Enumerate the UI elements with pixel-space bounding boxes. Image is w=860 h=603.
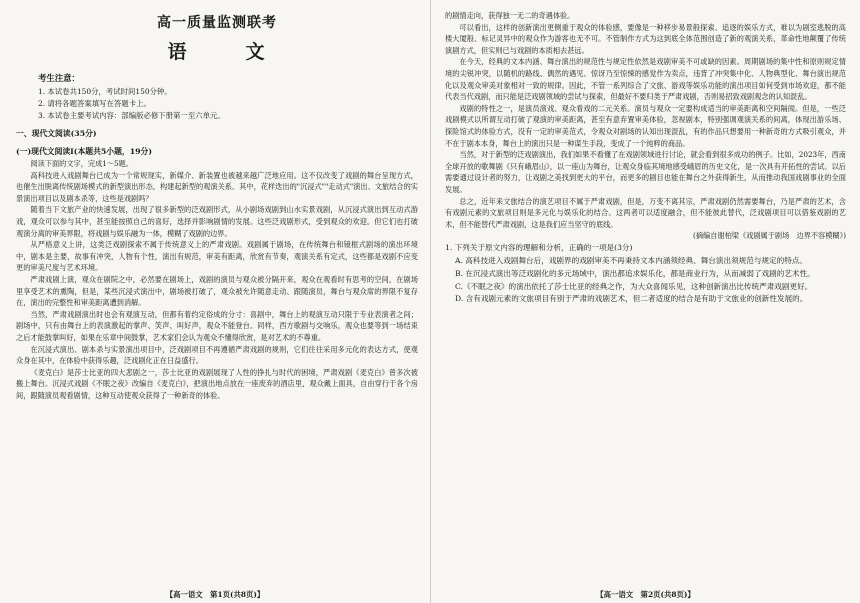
paragraph: 可以看出，这样的创新演出更侧重于观众的体验感，要像是一种移步易景般探索、追逐的娱乐方式，难以为剧室逃脱的高楼大厦般、标记灵异中的观众作为游客也无不可。不管制作方式为这到底全体范围创造了新的观演关系，革命性地颠覆了传统演剧方式，但实则已与戏剧的本质相去甚远。 [445,22,846,55]
paragraph: 的剧情走向，获得独一无二的奇遇体验。 [445,11,575,20]
note-item: 3. 本试卷主要考试内容：部编版必修下册第一至六单元。 [38,111,225,120]
notes-heading: 考生注意： [38,73,80,83]
instruction: 阅读下面的文字，完成1～5题。 [30,159,133,168]
question-stem: 1. 下列关于原文内容的理解和分析，正确的一项是(3分) [445,243,633,253]
section-heading: 一、现代文阅读(35分) [16,129,97,138]
page-footer: 【高一语文 第2页(共8页)】 [596,590,695,599]
paragraph: 戏剧的特性之一，是演员演戏、观众看戏的二元关系。演员与观众一定要构成适当的审美距离和空间隔阂。但是，一些泛戏剧模式以所谓互动打破了观演的审美距离，甚至有意弃置审美体验，忽视剧本，特别强调观演关系的间离，体现出游乐场、探险馆式的体验方式，没有一定的审美范式，令观众对剧场的认知出现混乱，有的作品只想要用一种新奇的方式吸引观众，并不在于剧本本身，舞台上的演出只是一种谋生手段，变成了一个纯粹的商品。 [445,103,846,148]
paragraph: 在今天，经典的文本内涵、舞台演出的规范性与规定性依然是戏剧审美不可或缺的因素。周期剧场的集中性和原则规定情境的尖锐冲突，以随机的路线、偶然的遇见、惊讶乃至惊悚的感觉作为卖点，违背了冲突集中化、人物典型化、舞台演出规范化以及观众审美对象相对一致的规律。因此，不管一系列综合了文旅、游戏等娱乐功能的演出项目如何受到市场欢迎，都不能代表当代戏剧，而只能是泛戏剧领域的尝试与探索，但最好不要归类于严肃戏剧，否则易招致戏剧观念的认知混乱。 [445,57,846,102]
option-d: D. 含有戏剧元素的文旅项目有别于严肃的戏剧艺术，但二者适度的结合是有助于文旅业的创新性发展的。 [455,294,808,304]
paragraph: 严肃戏剧上演，观众在剧院之中，必然要在剧场上，戏剧的演员与观众被分隔开来，观众在观看时有思考的空间，在剧场里享受艺术的熏陶，但是，某些沉浸式演出中，剧场被打破了，观众被允许随意走动、跟随演员，舞台与观众席的界限不复存在，演出的完整性和审美距离遭到消解。 [16,274,418,308]
subject-title: 语 文 [167,41,285,63]
reading-passage [16,158,418,401]
paragraph: 总之，近年来文旅结合的演艺项目不属于严肃戏剧，但是，万变不离其宗，严肃戏剧仍然需要舞台，乃是严肃的艺术，含有戏剧元素的文旅项目则是多元化与娱乐化的结合。这两者可以适度融合，但不能彼此替代，泛戏剧项目可以借鉴戏剧的艺术，但不能替代严肃戏剧，这是我们应当坚守的底线。 [445,196,846,229]
source-attribution: (摘编自谢柏梁《戏剧属于剧场 边界不容模糊》) [693,231,846,241]
note-item: 1. 本试卷共150分，考试时间150分钟。 [38,87,172,96]
option-b: B. 在沉浸式演出等泛戏剧化的多元场域中，演出都追求娱乐化，都是商业行为，从而减弱了戏剧的艺术性。 [455,268,815,278]
paragraph: 随着当下文旅产业的快速发展，出现了很多新型的泛戏剧形式，从小剧场戏剧到山水实景戏剧，从沉浸式演出到互动式游戏，观众可以参与其中，甚至能按照自己的喜好，选择并影响剧情的发展。这些泛戏剧形式，受到观众的欢迎。但它们也打破观演分离的审美界限，将戏剧与娱乐融为一体，模糊了戏剧的边界。 [16,205,418,238]
page-footer: 【高一语文 第1页(共8页)】 [165,590,265,599]
exam-notes [38,72,418,122]
note-item: 2. 请将各题答案填写在答题卡上。 [38,99,151,108]
paragraph: 从严格意义上讲，这类泛戏剧探索不属于传统意义上的严肃戏剧。戏剧属于剧场，在传统舞台和镜框式剧场的演出环境中，剧本是主要，故事有冲突，人物有个性，演出有规范，审美有距离，欣赏有节奏，观演关系有定式，这些都是戏剧不应变更的审美尺度与艺术环境。 [16,240,418,273]
page-2 [430,0,860,603]
paragraph: 当然，严肃戏剧演出时也会有观演互动，但都有着约定俗成的分寸：喜剧中，舞台上的观演互动只限于专业表演者之间；剧场中，只有由舞台上的表演激起的掌声、笑声、叫好声，观众不能登台。同样，西方歌剧与交响乐，观众也要等到一场结束之后才能鼓掌叫好，如果在乐章中间鼓掌，艺术家们会认为观众不懂得欣赏，是对艺术的不尊重。 [16,309,418,342]
exam-title: 高一质量监测联考 [157,15,277,31]
paragraph: 《麦克白》是莎士比亚的四大悲剧之一，莎士比亚的戏剧展现了人性的挣扎与时代的困境，严肃戏剧《麦克白》曾多次被搬上舞台。沉浸式戏剧《不眠之夜》改编自《麦克白》，把演出地点放在一座废弃的酒店里，观众戴上面具，自由穿行于各个房间，跟随演员观看剧情，这种互动使观众获得了一种新奇的体验。 [16,367,418,400]
option-c: C.《不眠之夜》的演出依托了莎士比亚的经典之作，为大众喜闻乐见，这种创新演出比传统严肃戏剧更好。 [455,281,813,291]
subsection-heading: (一)现代文阅读Ⅰ(本题共5小题，19分) [16,147,153,156]
reading-passage-continued [445,10,846,230]
paragraph: 在沉浸式演出、剧本杀与实景演出项目中，泛戏剧项目不再遵循严肃戏剧的规则，它们往往采用多元化的表达方式，使观众身在其中，在体验中获得乐趣，泛戏剧化正在日益盛行。 [16,344,418,366]
question-1 [445,242,846,306]
option-a: A. 高科技进入戏剧舞台后，戏剧界的戏剧审美不再秉持文本内涵须经典、舞台演出须规范与规定的特点。 [455,256,808,266]
paragraph: 当然，对于新型的泛戏剧演出，我们如果不看懂了在戏剧领域进行讨论，就会看到很多成功的例子。比如，2023年，西南全球开放的歌舞剧《只有峨眉山》，以一座山为舞台，让观众身临其境地感受峨眉的历史文化，是一次具有开拓性的尝试。以后需要通过设计者的努力，让戏剧之美找到更大的平台，而更多的剧目也能在舞台之外获得新生，从而推动我国戏剧事业的全面发展。 [445,150,846,194]
paragraph: 高科技进入戏剧舞台已成为一个常规现实，新媒介、新装置也被越来越广泛地应用。这不仅改变了戏剧的舞台呈现方式，也催生出脱离传统剧场模式的新型演出形态，构建起新型的观演关系。其中，花样迭出的"沉浸式""走动式"演出、文旅结合的实景演出项目以及剧本杀等，这些是戏剧吗？ [16,170,418,203]
